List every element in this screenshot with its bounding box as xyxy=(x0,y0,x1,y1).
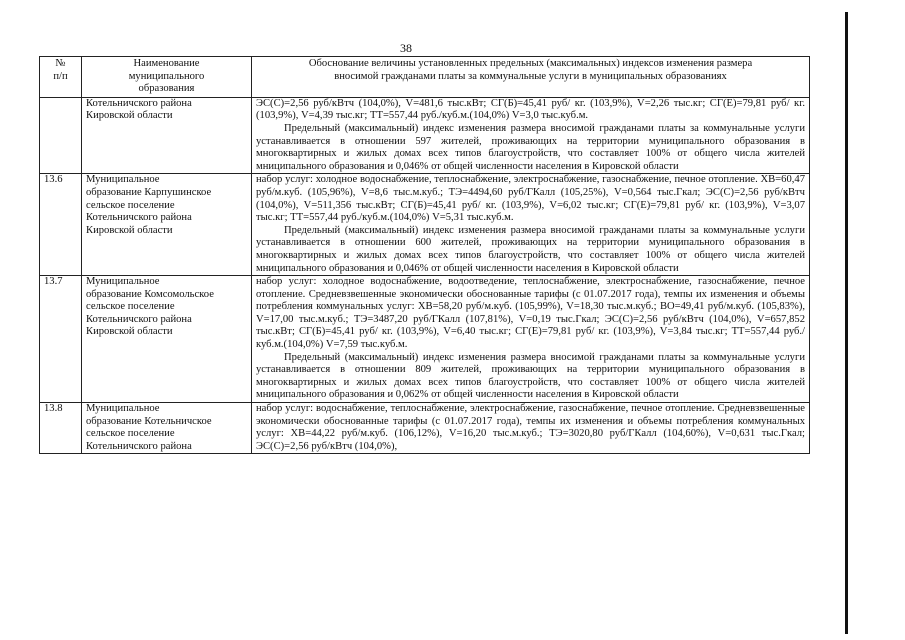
municipality-name xyxy=(82,97,252,174)
municipality-name-line: образование Комсомольское xyxy=(86,288,214,300)
basis-paragraph: набор услуг: холодное водоснабжение, водоотведение, теплоснабжение, электроснабжение, газоснабжение, печное отопление. Средневзвешенные экономически обоснованные тарифы (с 01.07.2017 года), темпы их изменения и объемы потребления коммунальных услуг: ХВ=58,20 руб/м.куб. (105,99%), V=18,30 тыс.м.куб.; ВО=49,41 руб/м.куб. (105,83%), V=17,00 тыс.м.куб.; ТЭ=3487,20 руб/ГКалл (107,81%), V=0,19 тыс.Гкал; ЭС(С)=2,56 руб/кВтч (104,0%), V=657,852 тыс.кВт; СГ(Б)=45,41 руб/ кг. (103,9%), V=6,40 тыс.кг; СГ(Е)=79,81 руб/ кг. (103,9%), V=3,84 тыс.кг; ТТ=557,44 руб./куб.м.(104,0%) V=7,59 тыс.куб.м. xyxy=(256,276,805,351)
basis-text xyxy=(252,97,810,174)
table-row xyxy=(40,174,810,276)
header-basis: Обоснование величины установленных предельных (максимальных) индексов изменения размера вносимой гражданами платы за коммунальные услуги в муниципальных образованиях xyxy=(252,57,810,98)
basis-paragraph: Предельный (максимальный) индекс изменения размера вносимой гражданами платы за коммунальные услуги устанавливается в отношении 597 жителей, проживающих на территории муниципального образования в многоквартирных и жилых домах всех типов благоустройств, что составляет 100% от общего числа жителей мниципального образования и 0,046% от общей численности населения в Кировской области xyxy=(256,122,805,172)
row-number: 13.8 xyxy=(40,403,82,454)
municipality-name-line: Муниципальное xyxy=(86,403,160,415)
municipality-name-line: Кировской области xyxy=(86,110,173,122)
municipality-name-line: Котельничского района xyxy=(86,440,192,452)
basis-paragraph: Предельный (максимальный) индекс изменения размера вносимой гражданами платы за коммунальные услуги устанавливается в отношении 600 жителей, проживающих на территории муниципального образования в многоквартирных и жилых домах всех типов благоустройств, что составляет 100% от общего числа жителей мниципального образования и 0,046% от общей численности населения в Кировской области xyxy=(256,224,805,274)
municipality-name-line: Кировской области xyxy=(86,326,173,338)
basis-text xyxy=(252,276,810,403)
row-number: 13.7 xyxy=(40,276,82,403)
municipality-name-line: сельское поселение xyxy=(86,199,175,211)
municipality-name xyxy=(82,276,252,403)
municipality-name-line: Котельничского района xyxy=(86,313,192,325)
basis-paragraph: ЭС(С)=2,56 руб/кВтч (104,0%), V=481,6 тыс.кВт; СГ(Б)=45,41 руб/ кг. (103,9%), V=2,26 тыс.кг; СГ(Е)=79,81 руб/ кг. (103,9%), V=4,39 тыс.кг; ТТ=557,44 руб./куб.м.(104,0%) V=3,0 тыс.куб.м. xyxy=(256,97,805,122)
municipality-name-line: Муниципальное xyxy=(86,174,160,186)
header-municipality: Наименование муниципального образования xyxy=(82,57,252,98)
municipality-name xyxy=(82,174,252,276)
municipality-name-line: образование Карпушинское xyxy=(86,186,212,198)
table-row xyxy=(40,403,810,454)
basis-text xyxy=(252,174,810,276)
municipality-name-line: Котельничского района xyxy=(86,212,192,224)
basis-text xyxy=(252,403,810,454)
page-number: 38 xyxy=(400,41,412,55)
table-header-row xyxy=(40,57,810,98)
municipality-name-line: образование Котельничское xyxy=(86,415,212,427)
page-edge-line xyxy=(845,12,848,634)
row-number: 13.6 xyxy=(40,174,82,276)
basis-paragraph: набор услуг: водоснабжение, теплоснабжение, электроснабжение, газоснабжение, печное отопление. Средневзвешенные экономически обоснованные тарифы (с 01.07.2017 года), темпы их изменения и объемы потребления коммунальных услуг: ХВ=44,22 руб/м.куб. (106,12%), V=16,20 тыс.м.куб.; ТЭ=3020,80 руб/ГКалл (104,60%), V=0,631 тыс.Гкал; ЭС(С)=2,56 руб/кВтч (104,0%), xyxy=(256,403,805,452)
table-row xyxy=(40,97,810,174)
municipality-name xyxy=(82,403,252,454)
header-number: № п/п xyxy=(40,57,82,98)
row-number xyxy=(40,97,82,174)
utility-index-table xyxy=(39,56,810,454)
basis-paragraph: набор услуг: холодное водоснабжение, теплоснабжение, электроснабжение, газоснабжение, печное отопление. ХВ=60,47 руб/м.куб. (105,96%), V=8,6 тыс.м.куб.; ТЭ=4494,60 руб/ГКалл (105,25%), V=0,564 тыс.Гкал; ЭС(С)=2,56 руб/кВтч (104,0%), V=511,356 тыс.кВт; СГ(Б)=45,41 руб/ кг. (103,9%), V=6,02 тыс.кг; СГ(Е)=79,81 руб/ кг. (103,9%), V=3,07 тыс.кг; ТТ=557,44 руб./куб.м.(104,0%) V=5,31 тыс.куб.м. xyxy=(256,174,805,224)
municipality-name-line: Кировской области xyxy=(86,224,173,236)
table-row xyxy=(40,276,810,403)
municipality-name-line: сельское поселение xyxy=(86,301,175,313)
municipality-name-line: Котельничского района xyxy=(86,97,192,109)
municipality-name-line: сельское поселение xyxy=(86,428,175,440)
municipality-name-line: Муниципальное xyxy=(86,276,160,288)
basis-paragraph: Предельный (максимальный) индекс изменения размера вносимой гражданами платы за коммунальные услуги устанавливается в отношении 809 жителей, проживающих на территории муниципального образования в многоквартирных и жилых домах всех типов благоустройств, что составляет 100% от общего числа жителей мниципального образования и 0,062% от общей численности населения в Кировской области xyxy=(256,351,805,401)
